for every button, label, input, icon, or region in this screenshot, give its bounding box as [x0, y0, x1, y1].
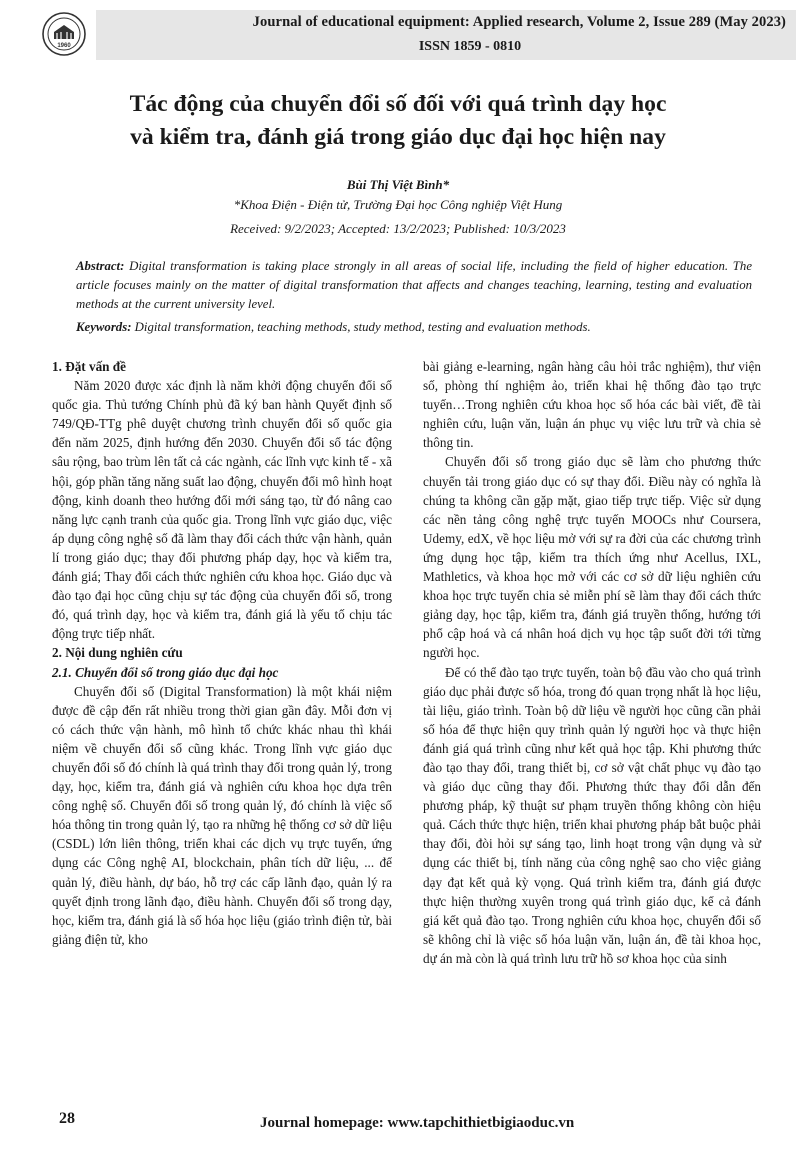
keywords: [76, 318, 752, 337]
svg-text:1960: 1960: [57, 43, 71, 49]
abstract: [76, 257, 752, 314]
affiliation: *Khoa Điện - Điện tử, Trường Đại học Công nghiệp Việt Hung: [233, 197, 563, 212]
keywords-text: Digital transformation, teaching methods, study method, testing and evaluation methods.: [134, 320, 591, 334]
journal-logo: [42, 12, 86, 56]
keywords-label: Keywords:: [76, 320, 132, 334]
abstract-text: Digital transformation is taking place strongly in all areas of social life, including the field of higher education. The article focuses mainly on the matter of digital transformation that affects and changes teaching, learning, testing and evaluation methods at the current university level.: [76, 259, 752, 311]
title-line-2: và kiểm tra, đánh giá trong giáo dục đại học hiện nay: [130, 124, 666, 150]
section-heading-1: 1. Đặt vấn đề: [52, 359, 126, 374]
issn: ISSN 1859 - 0810: [418, 39, 522, 54]
page-number: 28: [59, 1110, 75, 1127]
section-heading-2: 2. Nội dung nghiên cứu: [52, 645, 183, 661]
paragraph: Để có thể đào tạo trực tuyến, toàn bộ đầu vào cho quá trình giáo dục phải được số hóa, trong đó quan trọng nhất là học liệu, tài liệu, giáo trình. Toàn bộ dữ liệu về người học cũng cần phải số hóa để thực hiện quy trình quản lý người học và thực hiện đánh giá quá trình cũng như kết quả học tập. Khi phương thức đào tạo thay đổi, trang thiết bị, cơ sở vật chất phục vụ đào tạo và giáo dục cũng thay đổi. Phương thức thay đổi dẫn đến phương pháp, kỹ thuật sư phạm truyền thống không còn hiệu quả. Cách thức thực hiện, triển khai phương pháp bắt buộc phải thay đổi, đòi hỏi sự sáng tạo, linh hoạt trong vận dụng và sử dụng các thiết bị, tính năng của công nghệ sao cho việc giảng dạy đạt kết quả kỳ vọng. Quá trình kiểm tra, đánh giá được thực hiện thường xuyên trong quá trình giáo dục, kể cả đánh giá kết quả đào tạo. Trong nghiên cứu khoa học, chuyển đổi số sẽ không chỉ là việc số hóa luận văn, luận án, đề tài khoa học, dự án mà còn là quá trình lưu trữ hồ sơ khoa học của sinh: [423, 664, 761, 966]
abstract-label: Abstract:: [76, 259, 125, 273]
paragraph: Chuyển đổi số trong giáo dục sẽ làm cho phương thức chuyển tải trong giáo dục có sự thay đổi. Điều này có nghĩa là chúng ta không cần gặp mặt, giao tiếp trực tiếp. Việc sử dụng các nền tảng công nghệ trực tuyến MOOCs như Coursera, Udemy, edX, về học liệu mở với sự ra đời của các chương trình ứng dụng học tập, kiểm tra thích ứng như Acellus, IXL, Mathletics, và khoa học mở với các cơ sở dữ liệu nghiên cứu khoa học trực tuyến chia sẻ miễn phí sẽ làm thay đổi cách thức giảng dạy, học tập, kiểm tra, đánh giá truyền thống, hướng tới phổ cập hoá và cá nhân hoá dịch vụ học tập suốt đời tới từng người học.: [423, 454, 761, 661]
publication-dates: Received: 9/2/2023; Accepted: 13/2/2023; Published: 10/3/2023: [230, 221, 566, 236]
article-title: [40, 88, 756, 154]
author: Bùi Thị Việt Bình*: [346, 177, 450, 192]
title-line-1: Tác động của chuyển đổi số đối với quá trình dạy học: [129, 91, 667, 117]
paragraph: bài giảng e-learning, ngân hàng câu hỏi trắc nghiệm), thư viện số, phòng thí nghiệm ảo, triển khai hệ thống đào tạo trực tuyến…Trong nghiên cứu khoa học số hóa các bài viết, đề tài nghiên cứu, luận văn, luận án phục vụ việc lưu trữ và chia sẻ thông tin.: [423, 359, 761, 451]
subsection-heading-2-1: 2.1. Chuyển đổi số trong giáo dục đại học: [52, 664, 279, 680]
left-column: [52, 357, 392, 949]
paragraph: Chuyển đổi số (Digital Transformation) là một khái niệm được đề cập đến rất nhiều trong thời gian gần đây. Mỗi đơn vị có cách thức vận hành, mô hình tổ chức khác nhau thì khái niệm về chuyển đổi số cũng khác. Trong lĩnh vực giáo dục chuyển đổi số đó chính là quá trình thay đổi trong quản lý, trong dạy, học, kiểm tra, đánh giá và nghiên cứu khoa học dựa trên công nghệ số. Chuyển đổi số trong quản lý, đó chính là việc số hóa thông tin trong quản lý, tạo ra những hệ thống cơ sở dữ liệu (CSDL) lớn liên thông, triển khai các dịch vụ trực tuyến, ứng dụng các Công nghệ AI, blockchain, phân tích dữ liệu, ... để quản lý, điều hành, dự báo, hỗ trợ các cấp lãnh đạo, quản lý ra quyết định trong lãnh đạo, điều hành. Chuyển đổi số trong dạy, học, kiểm tra, đánh giá là số hóa học liệu (giáo trình điện tử, bài giảng điện tử, kho: [52, 683, 392, 947]
paragraph: Năm 2020 được xác định là năm khởi động chuyển đổi số quốc gia. Thủ tướng Chính phủ đã ký ban hành Quyết định số 749/QĐ-TTg phê duyệt chương trình chuyển đổi số quốc gia đến năm 2025, định hướng đến 2030. Chuyển đổi số tác động sâu rộng, bao trùm lên tất cả các ngành, các lĩnh vực kinh tế - xã hội, góp phần tăng năng suất lao động, chuyển đổi mô hình hoạt động, kinh doanh theo hướng đổi mới sáng tạo, từ đó nâng cao năng lực cạnh tranh của quốc gia. Trong lĩnh vực giáo dục, việc áp dụng công nghệ số đã làm thay đổi cách thức vận hành, quản lí trong giáo dục; thay đổi phương pháp dạy, học và kiểm tra, đánh giá; Thay đổi cách thức nghiên cứu khoa học. Giáo dục và đào tạo đại học cũng chịu sự tác động của chuyển đổi số, trong đó, quá trình dạy, học và kiểm tra, đánh giá là yếu tố chịu tác động trực tiếp nhất.: [52, 378, 393, 642]
journal-citation: Journal of educational equipment: Applied research, Volume 2, Issue 289 (May 2023): [252, 14, 786, 30]
right-column: [423, 357, 761, 968]
journal-homepage: Journal homepage: www.tapchithietbigiaoduc.vn: [260, 1115, 575, 1131]
